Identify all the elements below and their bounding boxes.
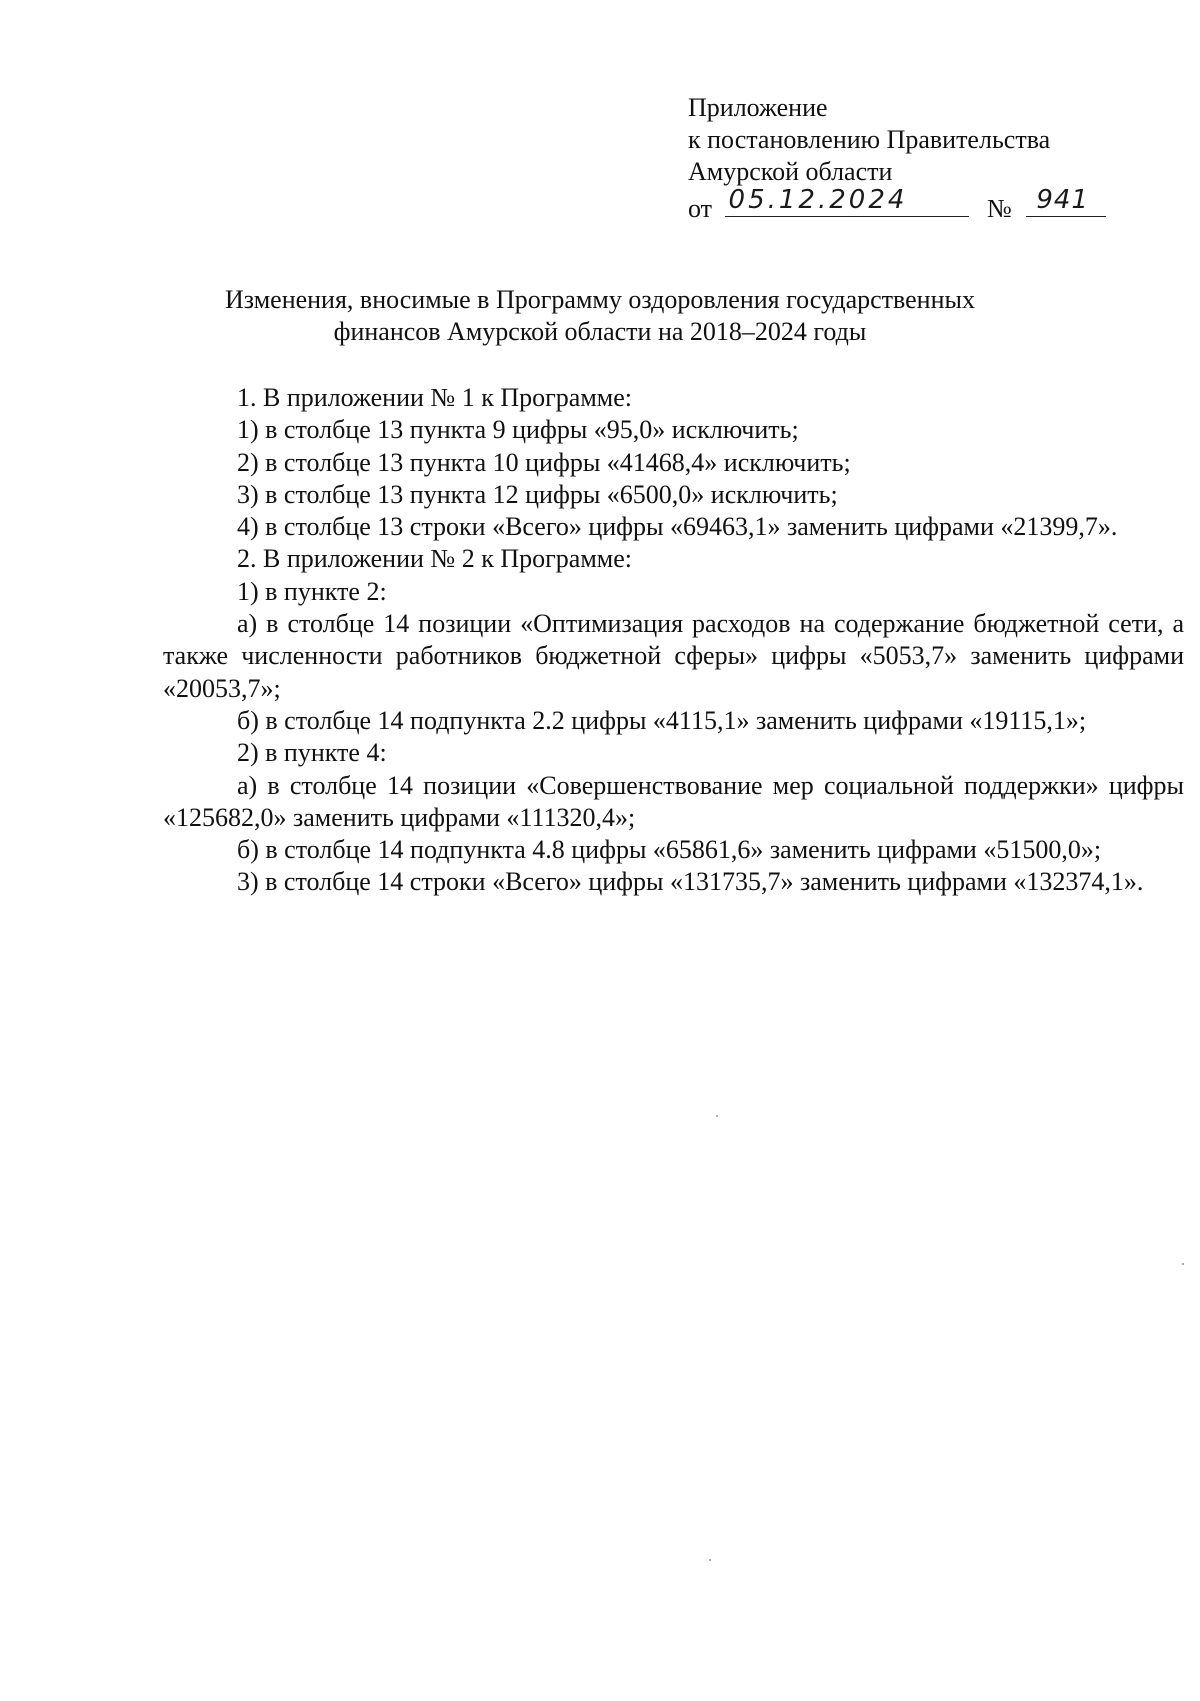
number-sign: № bbox=[987, 194, 1012, 223]
paragraph: а) в столбце 14 позиции «Совершенствование мер социальной поддержки» цифры «125682,0» заменить цифрами «111320,4»; bbox=[163, 770, 1184, 832]
appendix-date-number-line bbox=[688, 185, 1106, 224]
appendix-label: Приложение bbox=[688, 93, 828, 122]
handwritten-date: 05.12.2024 bbox=[728, 185, 908, 215]
date-field bbox=[725, 185, 969, 217]
title-line-2: финансов Амурской области на 2018–2024 годы bbox=[333, 317, 867, 346]
paragraph: б) в столбце 14 подпункта 2.2 цифры «4115,1» заменить цифрами «19115,1»; bbox=[237, 705, 1087, 735]
scan-speck bbox=[1182, 1263, 1184, 1265]
scan-speck bbox=[716, 1115, 718, 1117]
paragraph: 4) в столбце 13 строки «Всего» цифры «69463,1» заменить цифрами «21399,7». bbox=[237, 512, 1118, 542]
document-body bbox=[163, 382, 1184, 899]
paragraph: 1) в пункте 2: bbox=[237, 576, 387, 606]
appendix-header bbox=[688, 92, 1106, 224]
paragraph: 2) в столбце 13 пункта 10 цифры «41468,4» исключить; bbox=[237, 447, 851, 477]
paragraph: 3) в столбце 14 строки «Всего» цифры «131735,7» заменить цифрами «132374,1». bbox=[237, 867, 1144, 897]
scan-speck bbox=[709, 1559, 711, 1561]
paragraph: а) в столбце 14 позиции «Оптимизация расходов на содержание бюджетной сети, а также численности работников бюджетной сферы» цифры «5053,7» заменить цифрами «20053,7»; bbox=[163, 609, 1184, 703]
number-field bbox=[1026, 185, 1106, 217]
paragraph: 3) в столбце 13 пункта 12 цифры «6500,0» исключить; bbox=[237, 479, 838, 509]
document-title bbox=[0, 284, 1200, 348]
appendix-resolution-ref: к постановлению Правительства bbox=[688, 125, 1051, 154]
date-prefix: от bbox=[688, 194, 713, 223]
handwritten-number: 941 bbox=[1036, 185, 1089, 215]
paragraph: 1. В приложении № 1 к Программе: bbox=[237, 383, 632, 412]
appendix-region: Амурской области bbox=[688, 157, 893, 186]
paragraph: б) в столбце 14 подпункта 4.8 цифры «65861,6» заменить цифрами «51500,0»; bbox=[237, 835, 1102, 865]
paragraph: 2) в пункте 4: bbox=[237, 738, 387, 768]
title-line-1: Изменения, вносимые в Программу оздоровления государственных bbox=[225, 285, 975, 314]
paragraph: 2. В приложении № 2 к Программе: bbox=[237, 544, 632, 574]
paragraph: 1) в столбце 13 пункта 9 цифры «95,0» исключить; bbox=[237, 415, 799, 445]
